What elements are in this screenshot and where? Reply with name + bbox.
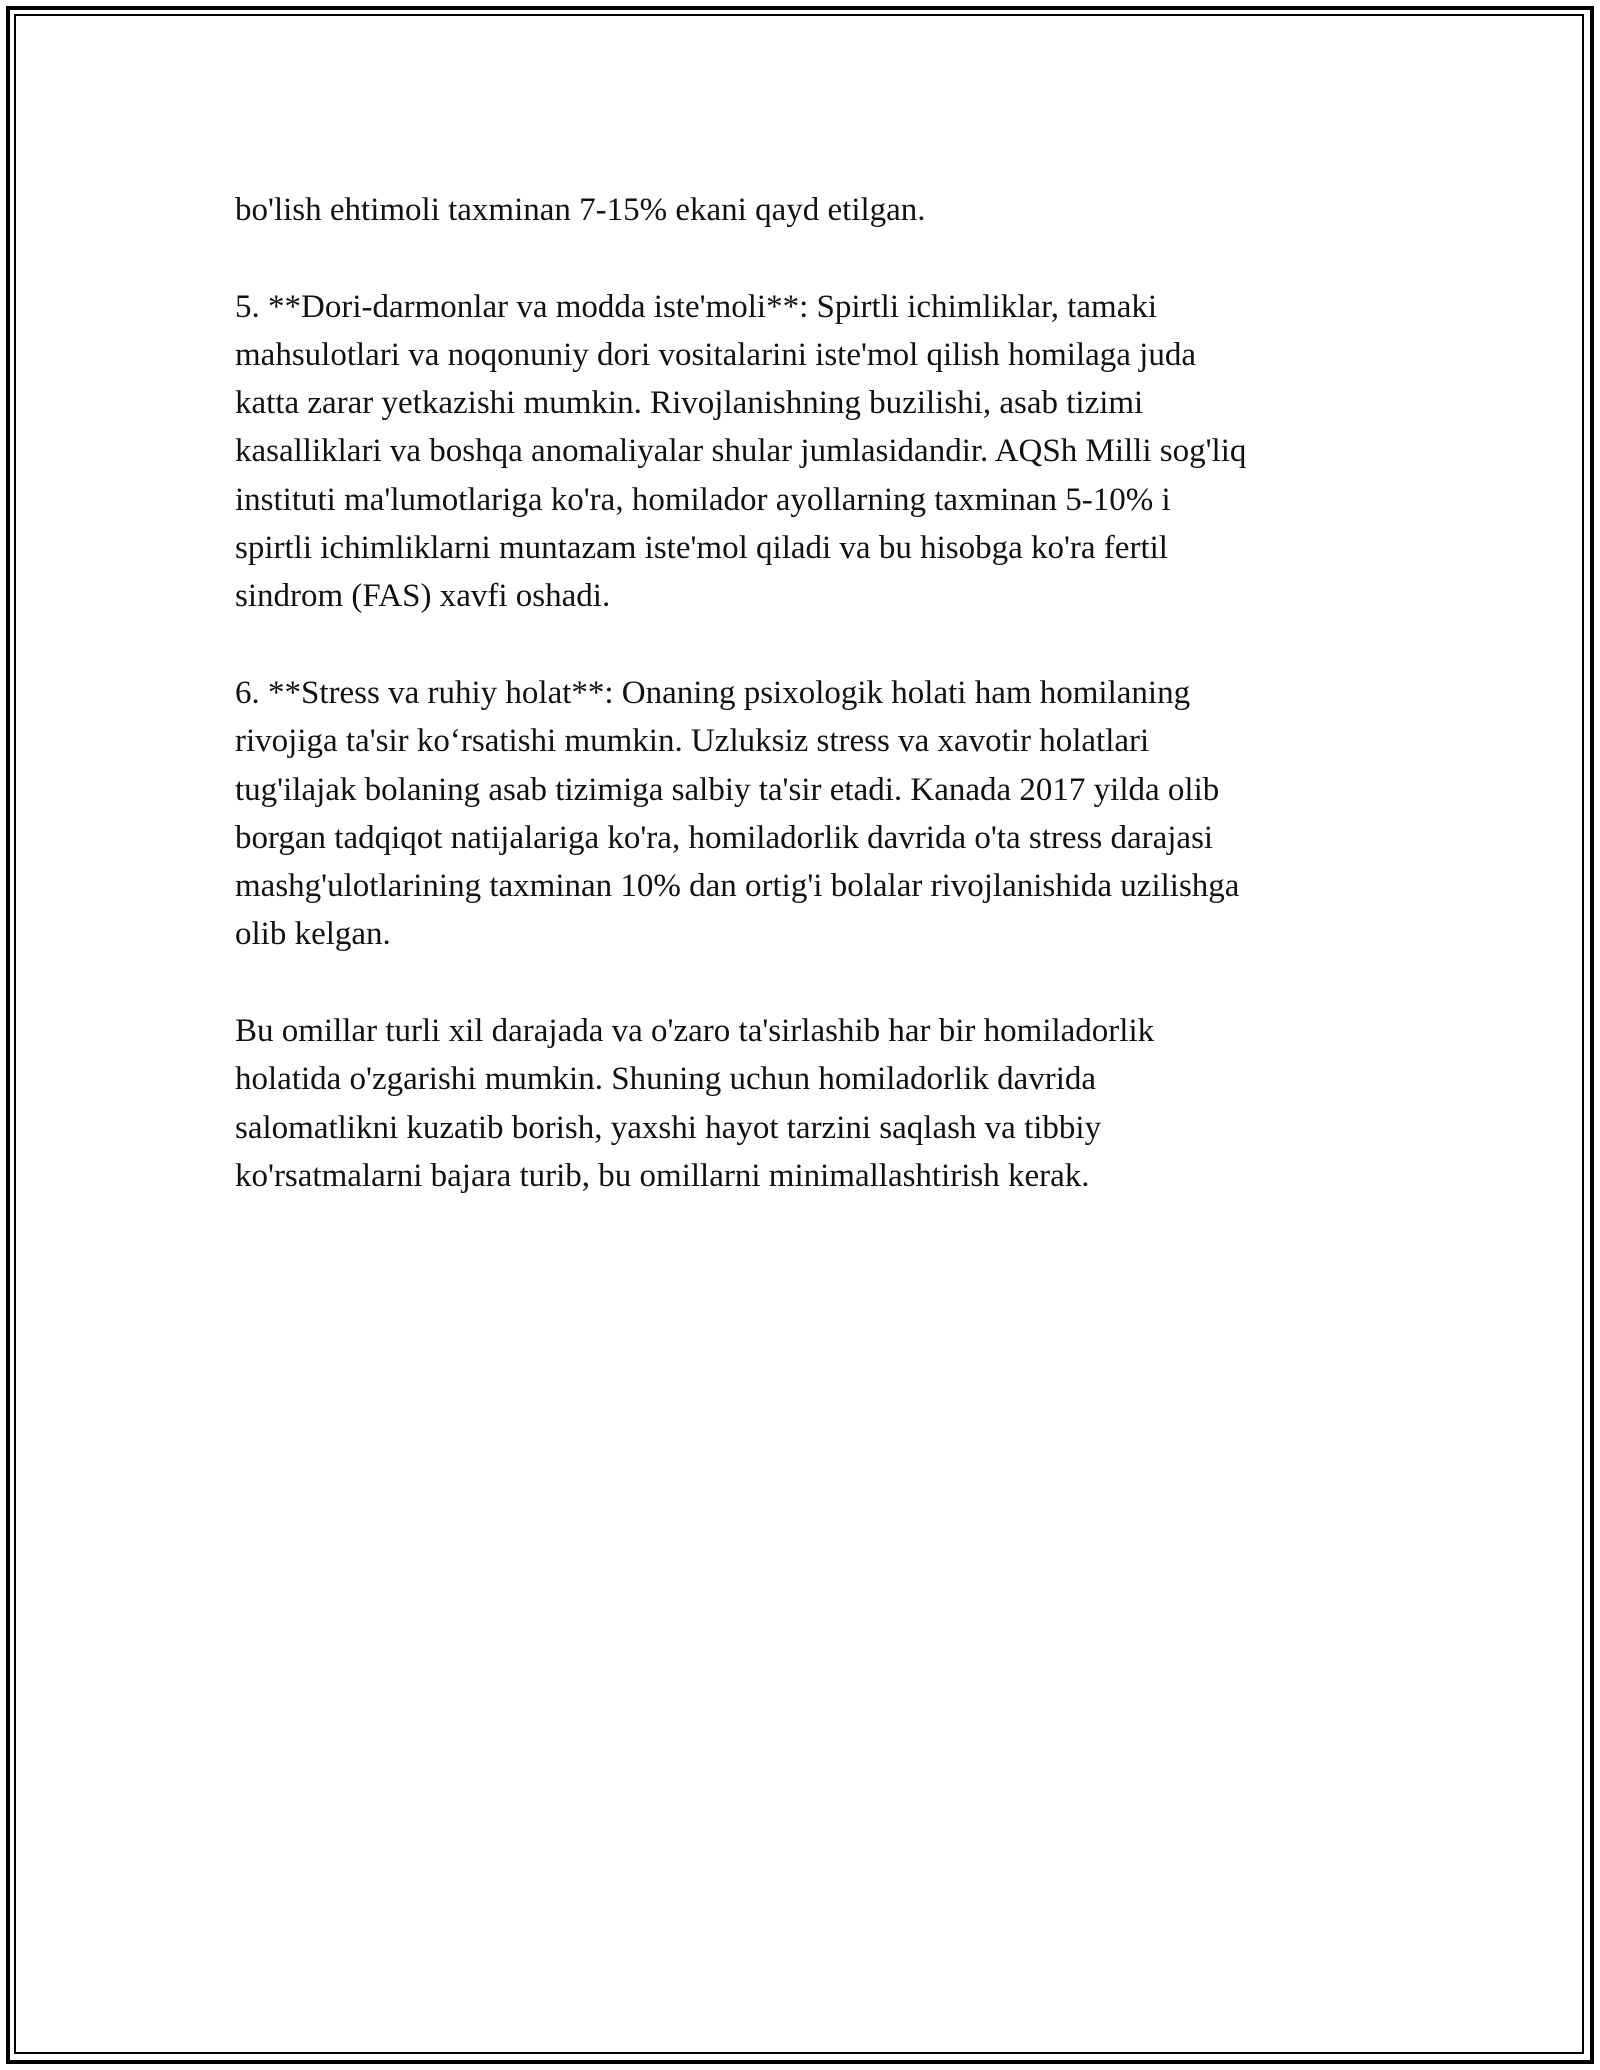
text-line: katta zarar yetkazishi mumkin. Rivojlanishning buzilishi, asab tizimi xyxy=(235,385,1144,422)
paragraph-spacer xyxy=(235,621,1375,669)
paragraph-item-6 xyxy=(235,669,1375,959)
text-line: mashg'ulotlarining taxminan 10% dan ortig'i bolalar rivojlanishida uzilishga xyxy=(235,868,1240,905)
text-line: ko'rsatmalarni bajara turib, bu omillarni minimallashtirish kerak. xyxy=(235,1157,1090,1194)
text-line: 5. **Dori-darmonlar va modda iste'moli**: Spirtli ichimliklar, tamaki xyxy=(235,288,1158,325)
text-line: olib kelgan. xyxy=(235,916,391,953)
text-line: sindrom (FAS) xavfi oshadi. xyxy=(235,578,611,615)
paragraph-conclusion xyxy=(235,1007,1375,1200)
text-line: holatida o'zgarishi mumkin. Shuning uchun homiladorlik davrida xyxy=(235,1061,1097,1098)
text-line: spirtli ichimliklarni muntazam iste'mol qiladi va bu hisobga ko'ra fertil xyxy=(235,530,1168,567)
paragraph-continuation xyxy=(235,186,1375,234)
paragraph-item-5 xyxy=(235,283,1375,621)
text-line: salomatlikni kuzatib borish, yaxshi hayot tarzini saqlash va tibbiy xyxy=(235,1109,1102,1146)
text-line: 6. **Stress va ruhiy holat**: Onaning psixologik holati ham homilaning xyxy=(235,674,1191,711)
text-line: tug'ilajak bolaning asab tizimiga salbiy ta'sir etadi. Kanada 2017 yilda olib xyxy=(235,771,1220,808)
text-line: rivojiga ta'sir ko‘rsatishi mumkin. Uzluksiz stress va xavotir holatlari xyxy=(235,723,1150,760)
document-body xyxy=(235,186,1375,1200)
text-line: kasalliklari va boshqa anomaliyalar shular jumlasidandir. AQSh Milli sog'liq xyxy=(235,433,1247,470)
paragraph-spacer xyxy=(235,959,1375,1007)
paragraph-spacer xyxy=(235,234,1375,282)
text-line: Bu omillar turli xil darajada va o'zaro ta'sirlashib har bir homiladorlik xyxy=(235,1013,1155,1050)
text-line: mahsulotlari va noqonuniy dori vositalarini iste'mol qilish homilaga juda xyxy=(235,336,1196,373)
text-line: instituti ma'lumotlariga ko'ra, homilador ayollarning taxminan 5-10% i xyxy=(235,481,1171,518)
text-line: borgan tadqiqot natijalariga ko'ra, homiladorlik davrida o'ta stress darajasi xyxy=(235,819,1214,856)
text-line: bo'lish ehtimoli taxminan 7-15% ekani qayd etilgan. xyxy=(235,192,926,228)
